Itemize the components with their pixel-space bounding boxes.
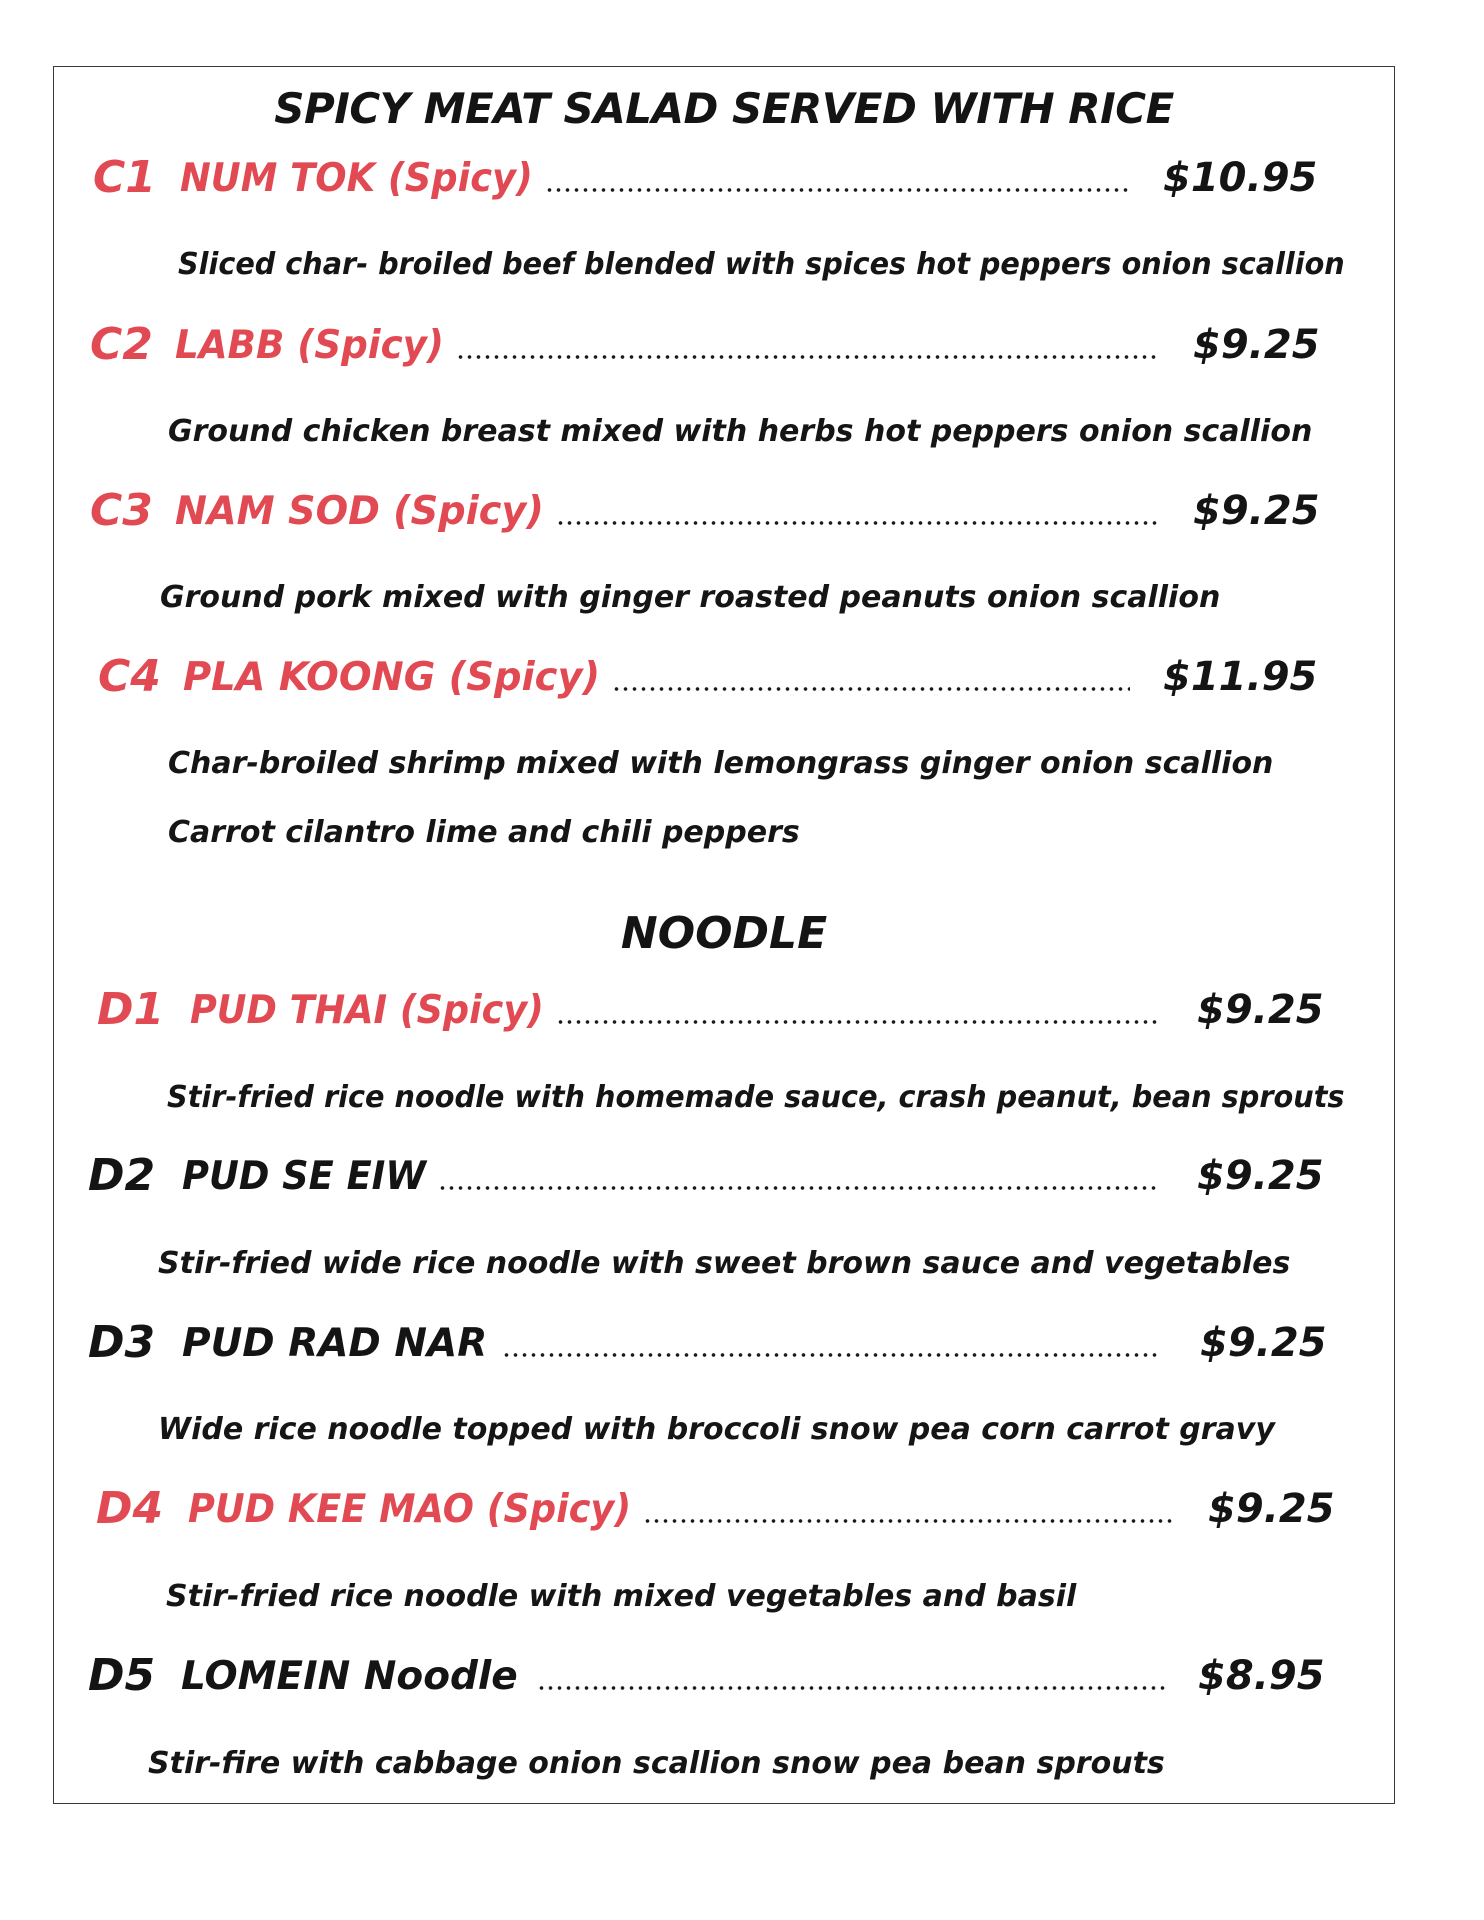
item-code-d4: D4 <box>96 1483 164 1534</box>
item-price-d2: $9.25 <box>1197 1153 1324 1199</box>
item-price-d5: $8.95 <box>1198 1653 1325 1699</box>
item-description-d5: Stir-fire with cabbage onion scallion snow pea bean sprouts <box>148 1746 1165 1781</box>
dot-leader-d2 <box>438 1186 1160 1190</box>
item-price-c1: $10.95 <box>1163 155 1318 201</box>
dot-leader-d4 <box>643 1519 1172 1523</box>
item-name-d1: PUD THAI (Spicy) <box>190 988 544 1033</box>
dot-leader-c4 <box>612 687 1130 691</box>
item-description-c4: Char-broiled shrimp mixed with lemongrass ginger onion scallion <box>168 746 1274 781</box>
item-code-c2: C2 <box>90 319 153 370</box>
item-name-d4: PUD KEE MAO (Spicy) <box>188 1487 632 1532</box>
item-description-c3: Ground pork mixed with ginger roasted peanuts onion scallion <box>160 580 1221 615</box>
section-title-noodle: NOODLE <box>620 908 828 959</box>
item-code-c3: C3 <box>90 485 153 536</box>
dot-leader-c1 <box>545 188 1130 192</box>
item-code-d1: D1 <box>97 984 165 1035</box>
dot-leader-d1 <box>556 1020 1160 1024</box>
item-price-d3: $9.25 <box>1200 1320 1327 1366</box>
item-name-d5: LOMEIN Noodle <box>181 1654 518 1699</box>
item-name-d3: PUD RAD NAR <box>182 1321 488 1366</box>
item-name-c2: LABB (Spicy) <box>175 323 444 368</box>
item-name-c3: NAM SOD (Spicy) <box>175 489 544 534</box>
item-name-d2: PUD SE EIW <box>182 1154 426 1199</box>
dot-leader-c3 <box>556 521 1160 525</box>
dot-leader-c2 <box>456 355 1157 359</box>
item-description-d1: Stir-fried rice noodle with homemade sauce, crash peanut, bean sprouts <box>167 1080 1345 1115</box>
item-code-d2: D2 <box>88 1150 156 1201</box>
item-name-c4: PLA KOONG (Spicy) <box>183 655 601 700</box>
item-description-c1: Sliced char- broiled beef blended with spices hot peppers onion scallion <box>178 247 1345 282</box>
item-price-c3: $9.25 <box>1193 488 1320 534</box>
item-price-d4: $9.25 <box>1208 1486 1335 1532</box>
item-code-d5: D5 <box>88 1650 156 1701</box>
item-code-c4: C4 <box>98 651 161 702</box>
item-price-c4: $11.95 <box>1163 654 1318 700</box>
item-code-d3: D3 <box>88 1317 156 1368</box>
item-price-d1: $9.25 <box>1197 987 1324 1033</box>
item-description-d2: Stir-fried wide rice noodle with sweet brown sauce and vegetables <box>158 1246 1291 1281</box>
item-code-c1: C1 <box>93 152 156 203</box>
item-description-c4: Carrot cilantro lime and chili peppers <box>168 815 800 850</box>
section-title-salad: SPICY MEAT SALAD SERVED WITH RICE <box>274 84 1174 133</box>
item-description-c2: Ground chicken breast mixed with herbs hot peppers onion scallion <box>168 414 1313 449</box>
dot-leader-d3 <box>502 1353 1160 1357</box>
dot-leader-d5 <box>537 1686 1165 1690</box>
item-name-c1: NUM TOK (Spicy) <box>180 156 533 201</box>
item-description-d3: Wide rice noodle topped with broccoli snow pea corn carrot gravy <box>158 1412 1275 1447</box>
item-price-c2: $9.25 <box>1193 322 1320 368</box>
item-description-d4: Stir-fried rice noodle with mixed vegetables and basil <box>166 1579 1077 1614</box>
